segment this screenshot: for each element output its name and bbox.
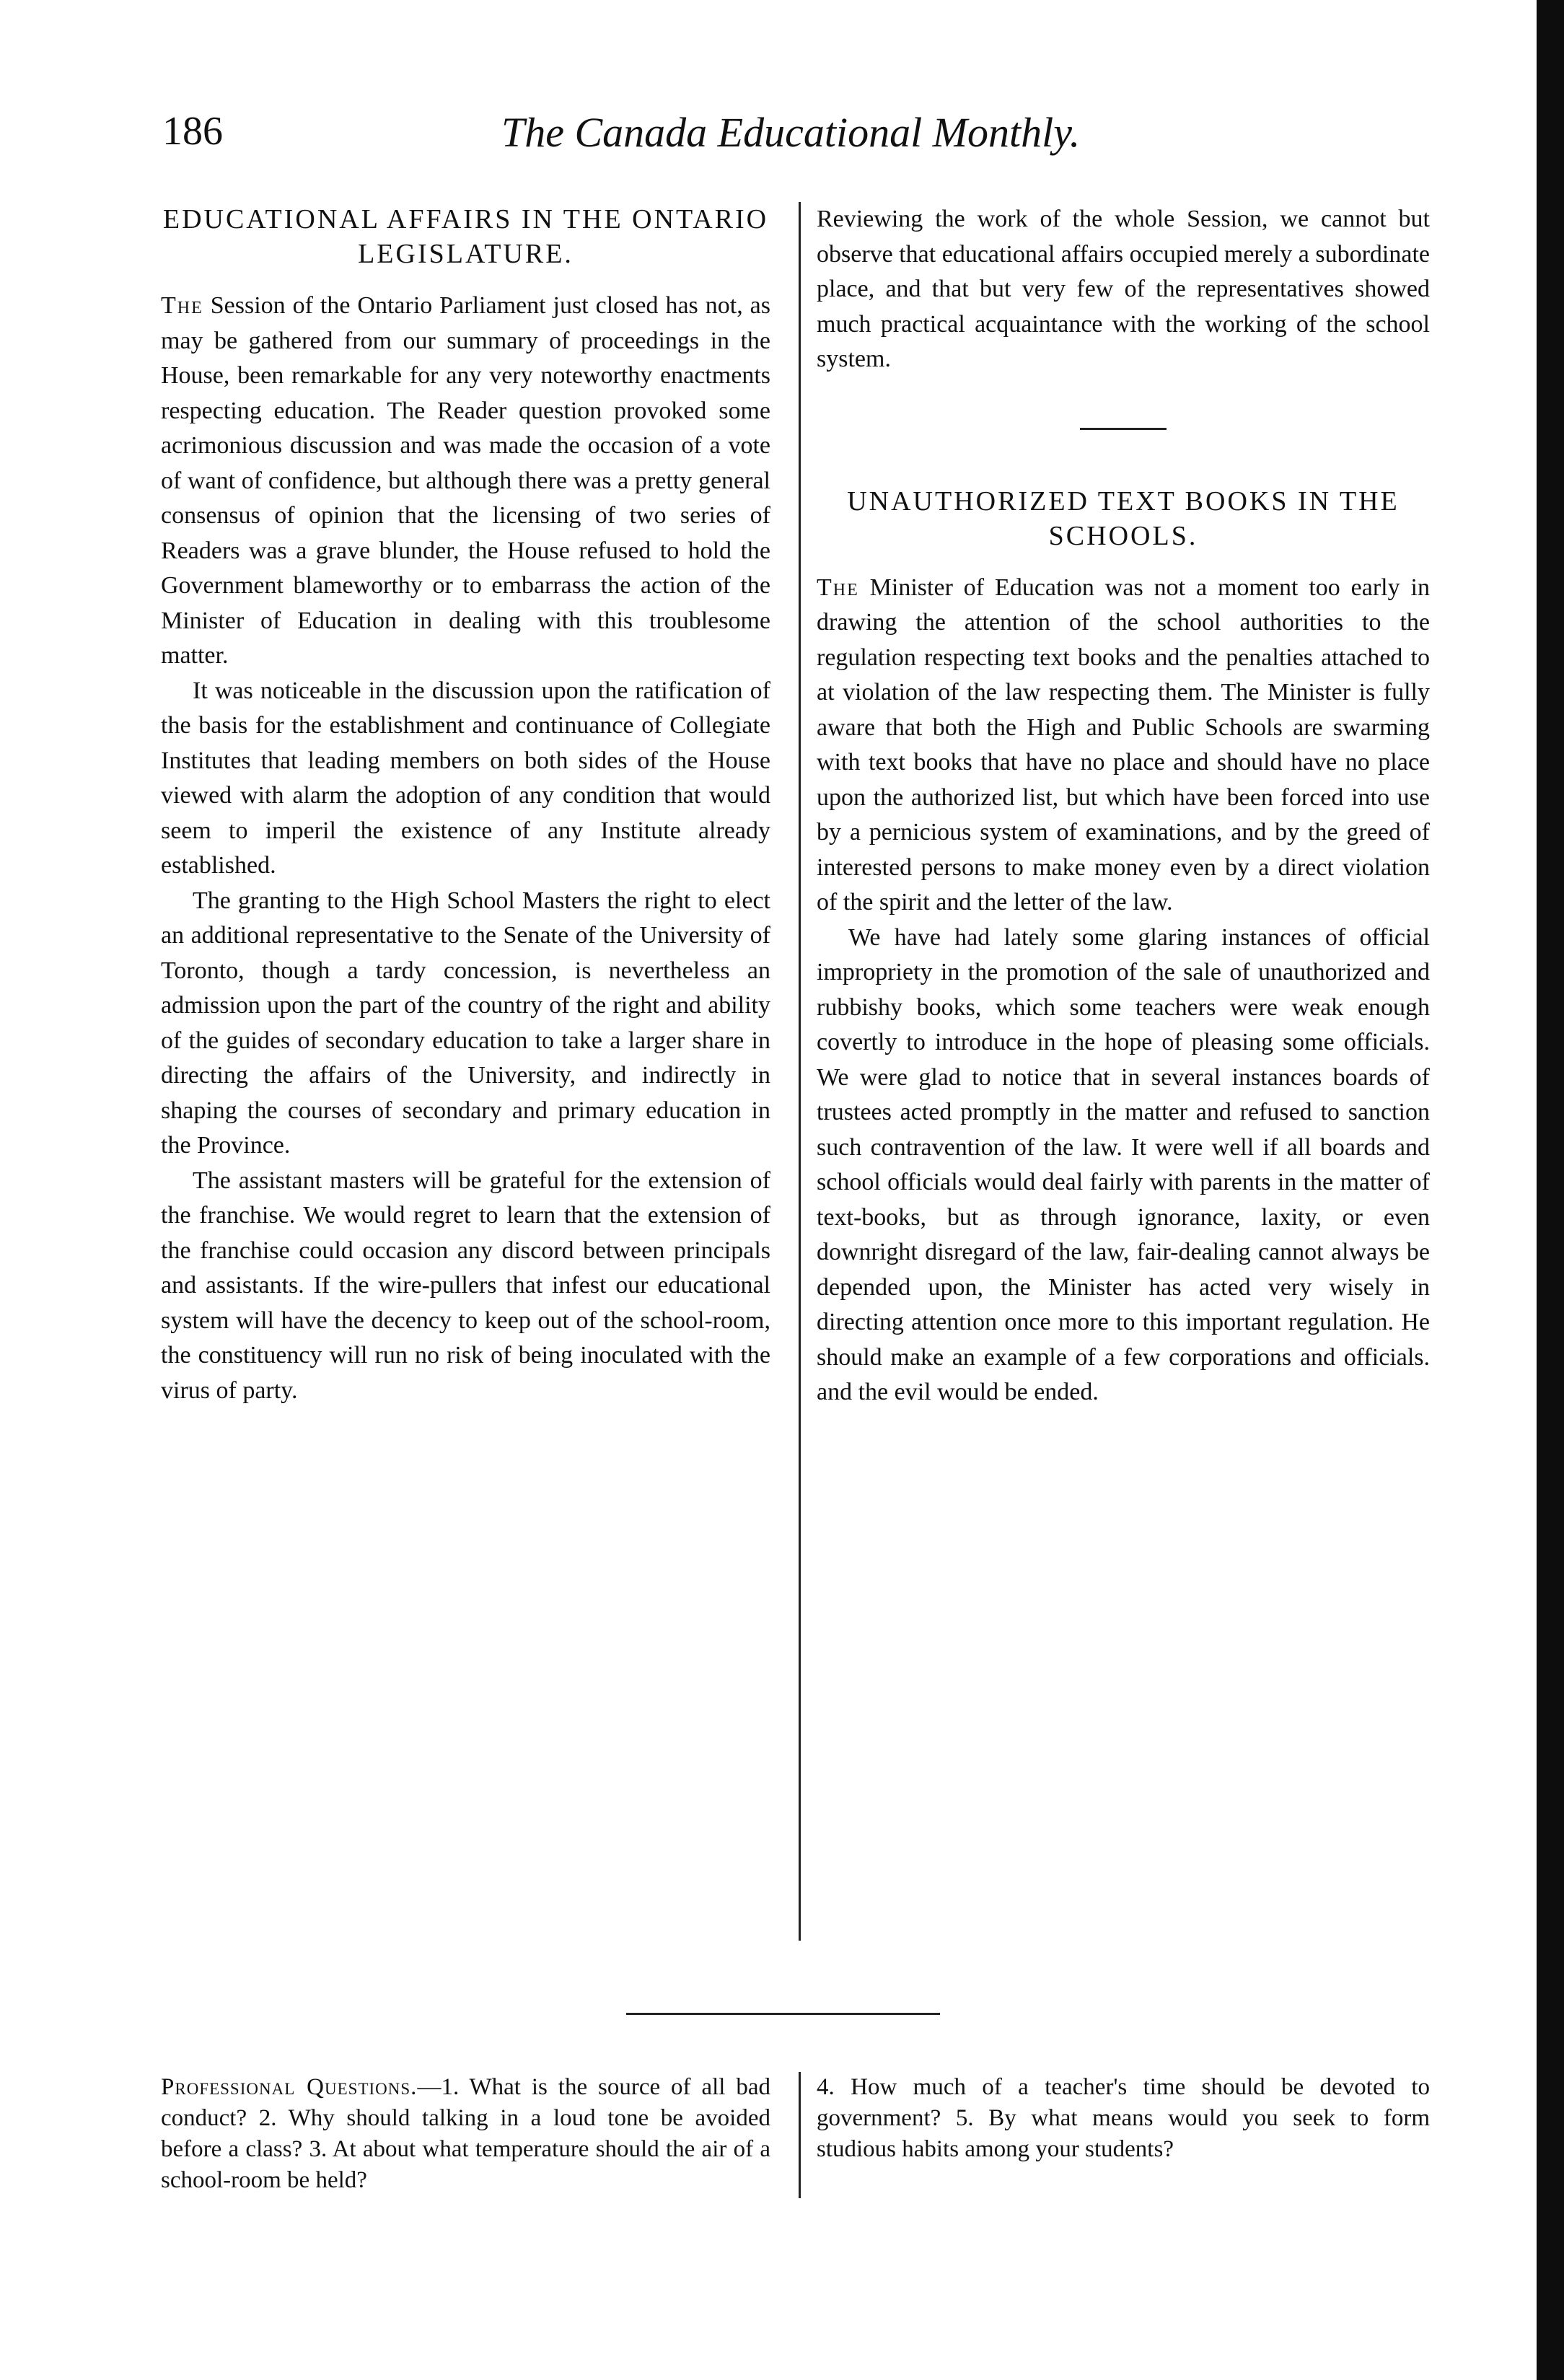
section-separator xyxy=(1080,428,1167,430)
paragraph: The assistant masters will be grateful for the extension of the franchise. We would regret to learn that the extension of the franchise could occasion any discord between principals and assistants. If the wire-pullers that infest our educational system will have the decency to keep out of the school-room, the constituency will run no risk of being inoculated with the virus of party. xyxy=(161,1167,770,1404)
right-column xyxy=(817,202,1430,1410)
footnote-divider xyxy=(626,2013,940,2015)
footnote-label: Professional Questions. xyxy=(161,2074,418,2100)
page-number: 186 xyxy=(162,109,223,154)
footnote-left xyxy=(161,2072,770,2196)
section-heading-legislature: EDUCATIONAL AFFAIRS IN THE ONTARIO LEGISLATURE. xyxy=(162,204,769,269)
lead-word: The xyxy=(817,574,859,601)
left-column xyxy=(161,202,770,1408)
paragraph-text: Minister of Education was not a moment too early in drawing the attention of the school authorities to the regulation respecting text books and the penalties attached to at violation of the law respecting them. The Minister is fully aware that both the High and Public Schools are swarming with text books that have no place and should have no place upon the authorized list, but which have been forced into use by a pernicious system of examinations, and by the greed of interested persons to make money even by a direct violation of the spirit and the letter of the law. xyxy=(817,574,1430,915)
paragraph xyxy=(817,571,1430,921)
footnote-column-divider xyxy=(799,2072,801,2198)
paragraph: We have had lately some glaring instances of official impropriety in the promotion of the sale of unauthorized and rubbishy books, which some teachers were weak enough covertly to introduce in the hope of pleasing some officials. We were glad to notice that in several instances boards of trustees acted promptly in the matter and refused to sanction such contravention of the law. It were well if all boards and school officials would deal fairly with parents in the matter of text-books, but as through ignorance, laxity, or even downright disregard of the law, fair-dealing cannot always be depended upon, the Minister has acted very wisely in directing attention once more to this important regulation. He should make an example of a few corporations and officials. and the evil would be ended. xyxy=(817,923,1430,1405)
scan-edge xyxy=(1537,0,1564,2380)
footnote-text: —1. What is the source of all bad conduct? 2. Why should talking in a loud tone be avoided before a class? 3. At about what temperature should the air of a school-room be held? xyxy=(161,2074,770,2193)
paragraph xyxy=(161,289,770,674)
paragraph: The granting to the High School Masters the right to elect an additional representative to the Senate of the University of Toronto, though a tardy concession, is nevertheless an admission upon the part of the country of the right and ability of the guides of secondary education to take a larger share in directing the affairs of the University, and indirectly in shaping the courses of secondary and primary education in the Province. xyxy=(161,887,770,1159)
footnote-right xyxy=(817,2072,1430,2165)
running-title: The Canada Educational Monthly. xyxy=(501,109,1081,156)
paragraph: Reviewing the work of the whole Session, we cannot but observe that educational affairs occupied merely a subordinate place, and that but very few of the representatives showed much practical acquaintance with the working of the school system. xyxy=(817,206,1430,372)
section-heading-text-books: UNAUTHORIZED TEXT BOOKS IN THE SCHOOLS. xyxy=(847,486,1400,551)
lead-word: The xyxy=(161,292,203,319)
footnote-text: 4. How much of a teacher's time should be devoted to government? 5. By what means would you seek to form studious habits among your students? xyxy=(817,2074,1430,2162)
paragraph-text: Session of the Ontario Parliament just closed has not, as may be gathered from our summary of proceedings in the House, been remarkable for any very noteworthy enactments respecting education. The Reader question provoked some acrimonious discussion and was made the occasion of a vote of want of confidence, but although there was a pretty general consensus of opinion that the licensing of two series of Readers was a grave blunder, the House refused to hold the Government blameworthy or to embarrass the action of the Minister of Education in dealing with this troublesome matter. xyxy=(161,292,770,669)
paragraph: It was noticeable in the discussion upon the ratification of the basis for the establishment and continuance of Collegiate Institutes that leading members on both sides of the House viewed with alarm the adoption of any condition that would seem to imperil the existence of any Institute already established. xyxy=(161,677,770,879)
column-divider xyxy=(799,202,801,1941)
page-header xyxy=(162,108,1115,173)
